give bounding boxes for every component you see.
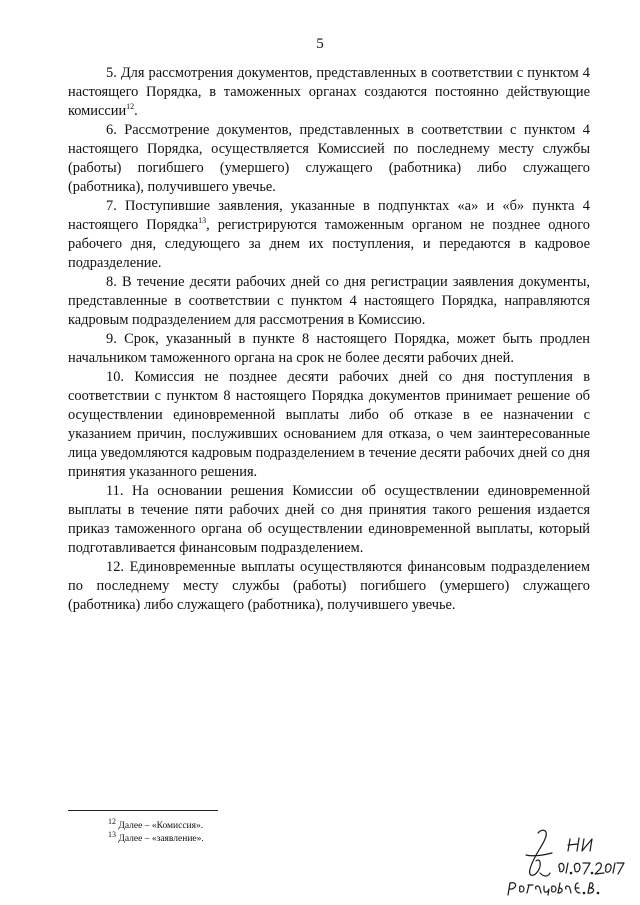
paragraph-7: 7. Поступившие заявления, указанные в подпунктах «а» и «б» пункта 4 настоящего Порядка$^{13}$, регистрируются таможенным органом не позднее одного рабочего дня, следующего за днем их поступления, и передаются в кадровое подразделение. [68, 198, 590, 271]
paragraph-11: 11. На основании решения Комиссии об осуществлении единовременной выплаты в течение пяти рабочих дней со дня принятия такого решения издается приказ таможенного органа об осуществлении единовременной выплаты, который подготавливается финансовым подразделением. [68, 483, 590, 556]
paragraph-8: 8. В течение десяти рабочих дней со дня регистрации заявления документы, представленные в соответствии с пунктом 4 настоящего Порядка, направляются кадровым подразделением для рассмотрения в Комиссию. [68, 274, 590, 328]
page-number: 5 [316, 36, 324, 52]
footnote-separator [68, 810, 218, 811]
paragraph-10: 10. Комиссия не позднее десяти рабочих дней со дня поступления в соответствии с пунктом 8 настоящего Порядка документов принимает решение об осуществлении единовременной выплаты либо об отказе в ее назначении с указанием причин, послуживших основанием для отказа, о чем заинтересованные лица уведомляются кадровым подразделением в течение десяти рабочих дней со дня принятия указанного решения. [68, 369, 590, 480]
paragraph-6: 6. Рассмотрение документов, представленных в соответствии с пунктом 4 настоящего Порядка, осуществляется Комиссией по последнему месту службы (работы) погибшего (умершего) служащего (работника) либо служащего (работника), получившего увечье. [68, 122, 590, 195]
handwritten-signature [500, 825, 625, 900]
paragraph-12: 12. Единовременные выплаты осуществляются финансовым подразделением по последнему месту службы (работы) погибшего (умершего) служащего (работника) либо служащего (работника), получившего увечье. [68, 559, 590, 613]
paragraph-5: 5. Для рассмотрения документов, представленных в соответствии с пунктом 4 настоящего Порядка, в таможенных органах создаются постоянно действующие комиссии$^{12}$. [68, 65, 590, 119]
footnotes [108, 816, 204, 846]
footnote-13: $^{13}$ Далее – «заявление». [108, 829, 204, 844]
paragraph-9: 9. Срок, указанный в пункте 8 настоящего Порядка, может быть продлен начальником таможенного органа на срок не более десяти рабочих дней. [68, 331, 590, 366]
footnote-12: $^{12}$ Далее – «Комиссия». [108, 816, 204, 831]
document-body [68, 64, 590, 615]
